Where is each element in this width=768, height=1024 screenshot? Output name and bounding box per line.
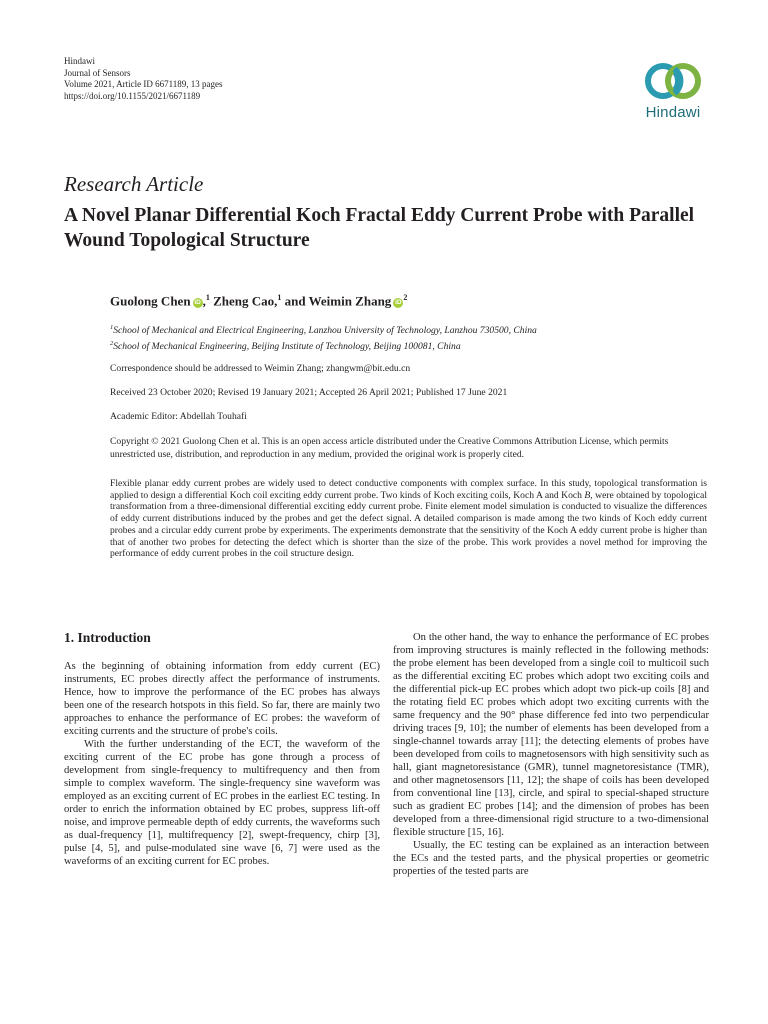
hindawi-logo-text: Hindawi <box>645 104 701 121</box>
affiliation-number: 1 <box>110 324 114 331</box>
author-name: Guolong Chen <box>110 293 191 309</box>
hindawi-rings-icon <box>641 60 705 102</box>
abstract <box>110 478 707 560</box>
paper-title: A Novel Planar Differential Koch Fractal Eddy Current Probe with Parallel Wound Topological Structure <box>64 205 695 251</box>
author-name: Zheng Cao, <box>213 293 278 309</box>
body-paragraph: As the beginning of obtaining information from eddy current (EC) instruments, EC probes directly affect the performance of instruments. Hence, how to improve the performance of the EC probes has always been one of the research hotspots in this field. So far, there are mainly two approaches to enhance the performance of EC probes: the waveform of exciting currents and the structure of probe's coils. <box>64 661 380 737</box>
correspondence-line: Correspondence should be addressed to Weimin Zhang; zhangwm@bit.edu.cn <box>110 363 411 374</box>
affiliation-line <box>110 322 710 338</box>
body-paragraph: On the other hand, the way to enhance the performance of EC probes from improving structures is mainly reflected in the following methods: the probe element has been developed from a single coil to multicoil such as the differential exciting EC probes which adopt two exciting coils and the differential pick-up EC probes which adopt two pick-up coils [8] and the rotating field EC probes which adopt two exciting currents with the same frequency and the 90° phase difference fed into two perpendicular driving traces [9, 10]; the number of elements has been developed from a single-channel towards array [11]; the detecting elements of probes have been developed from coils to magnetosensors with high sensitivity such as hall, giant magnetoresistance (GMR), tunnel magnetoresistance (TMR), and other magnetosensors [11, 12]; the shape of coils has been developed from conventional line [13], circle, and spiral to special-shaped structure such as gradient EC probes [14]; and the dimension of probes has been developed from a three-dimensional rigid structure to a two-dimensional flexible structure [15, 16]. <box>393 632 709 838</box>
affiliation-line <box>110 338 710 354</box>
hindawi-logo <box>634 60 712 121</box>
affiliation-marker: 2 <box>403 293 408 302</box>
copyright-notice: Copyright © 2021 Guolong Chen et al. This is an open access article distributed under the Creative Commons Attribution License, which permits unrestricted use, distribution, and reproduction in any medium, provided the original work is properly cited. <box>110 436 669 460</box>
affiliation-marker: 1 <box>277 293 282 302</box>
publisher-name: Hindawi <box>64 56 95 66</box>
body-column-right <box>393 631 709 878</box>
doi-link[interactable]: https://doi.org/10.1155/2021/6671189 <box>64 90 201 101</box>
author-list: Guolong Chen iD ,$^1$ Zheng Cao,$^1$ and Weimin Zhang $iD^2$ <box>110 293 408 309</box>
abstract-text: , were obtained by topological transformation from a three-dimensional differential exciting eddy current probe. Finite element model simulation is conducted to visualize the differences of eddy current distributions induced by the probes and get the defect signal. A detailed comparison is made among the two kinds of Koch eddy current probes and a circular eddy current probe by experiments. The experiments demonstrate that the sensitivity of the Koch A eddy current probe is higher than that of another two probes for detecting the defect which is shorter than the size of the probe. This work provides a novel method for improving the performance of eddy current probes in the coil structure design. <box>110 489 707 560</box>
article-type: Research Article <box>64 172 204 196</box>
journal-header <box>64 56 222 102</box>
affiliation-number: 2 <box>110 339 114 347</box>
abstract-text: Flexible planar eddy current probes are widely used to detect conductive components with complex surface. In this study, topological transformation is applied to design a differential Koch coil exciting eddy current probe. Two kinds of Koch exciting coils, Koch A and Koch <box>110 478 707 501</box>
orcid-icon[interactable]: iD <box>395 299 402 307</box>
orcid-icon[interactable]: iD <box>194 299 201 307</box>
body-column-left <box>64 660 380 868</box>
affiliation-marker: 1 <box>205 293 210 302</box>
affiliation-text: School of Mechanical Engineering, Beijing Institute of Technology, Beijing 100081, China <box>113 340 461 352</box>
section-heading: 1. Introduction <box>64 630 151 645</box>
affiliations <box>110 322 710 353</box>
journal-name: Journal of Sensors <box>64 67 131 78</box>
body-paragraph: With the further understanding of the ECT, the waveform of the exciting current of the EC probe has gone through a process of development from single-frequency to multifrequency and then from simple to complex waveform. The single-frequency sine waveform was employed as an exciting current of EC probes in the earliest EC testing. In order to enrich the information obtained by EC probes, suppress lift-off noise, and improve permeable depth of eddy currents, the waveforms such as dual-frequency [1], multifrequency [2], swept-frequency, chirp [3], pulse [4, 5], and pulse-modulated sine wave [6, 7] were used as the waveforms of an exciting current for EC probes. <box>64 739 380 867</box>
author-name: and Weimin Zhang <box>284 293 392 309</box>
publication-dates: Received 23 October 2020; Revised 19 January 2021; Accepted 26 April 2021; Published 17 June 2021 <box>110 387 508 398</box>
body-paragraph: Usually, the EC testing can be explained as an interaction between the ECs and the tested parts, and the physical properties or geometric properties of the tested parts are <box>393 840 709 877</box>
volume-info: Volume 2021, Article ID 6671189, 13 pages <box>64 79 223 90</box>
abstract-italic-letter: B <box>584 489 591 501</box>
affiliation-text: School of Mechanical and Electrical Engineering, Lanzhou University of Technology, Lanzhou 730500, China <box>113 325 537 337</box>
academic-editor: Academic Editor: Abdellah Touhafi <box>110 411 247 422</box>
